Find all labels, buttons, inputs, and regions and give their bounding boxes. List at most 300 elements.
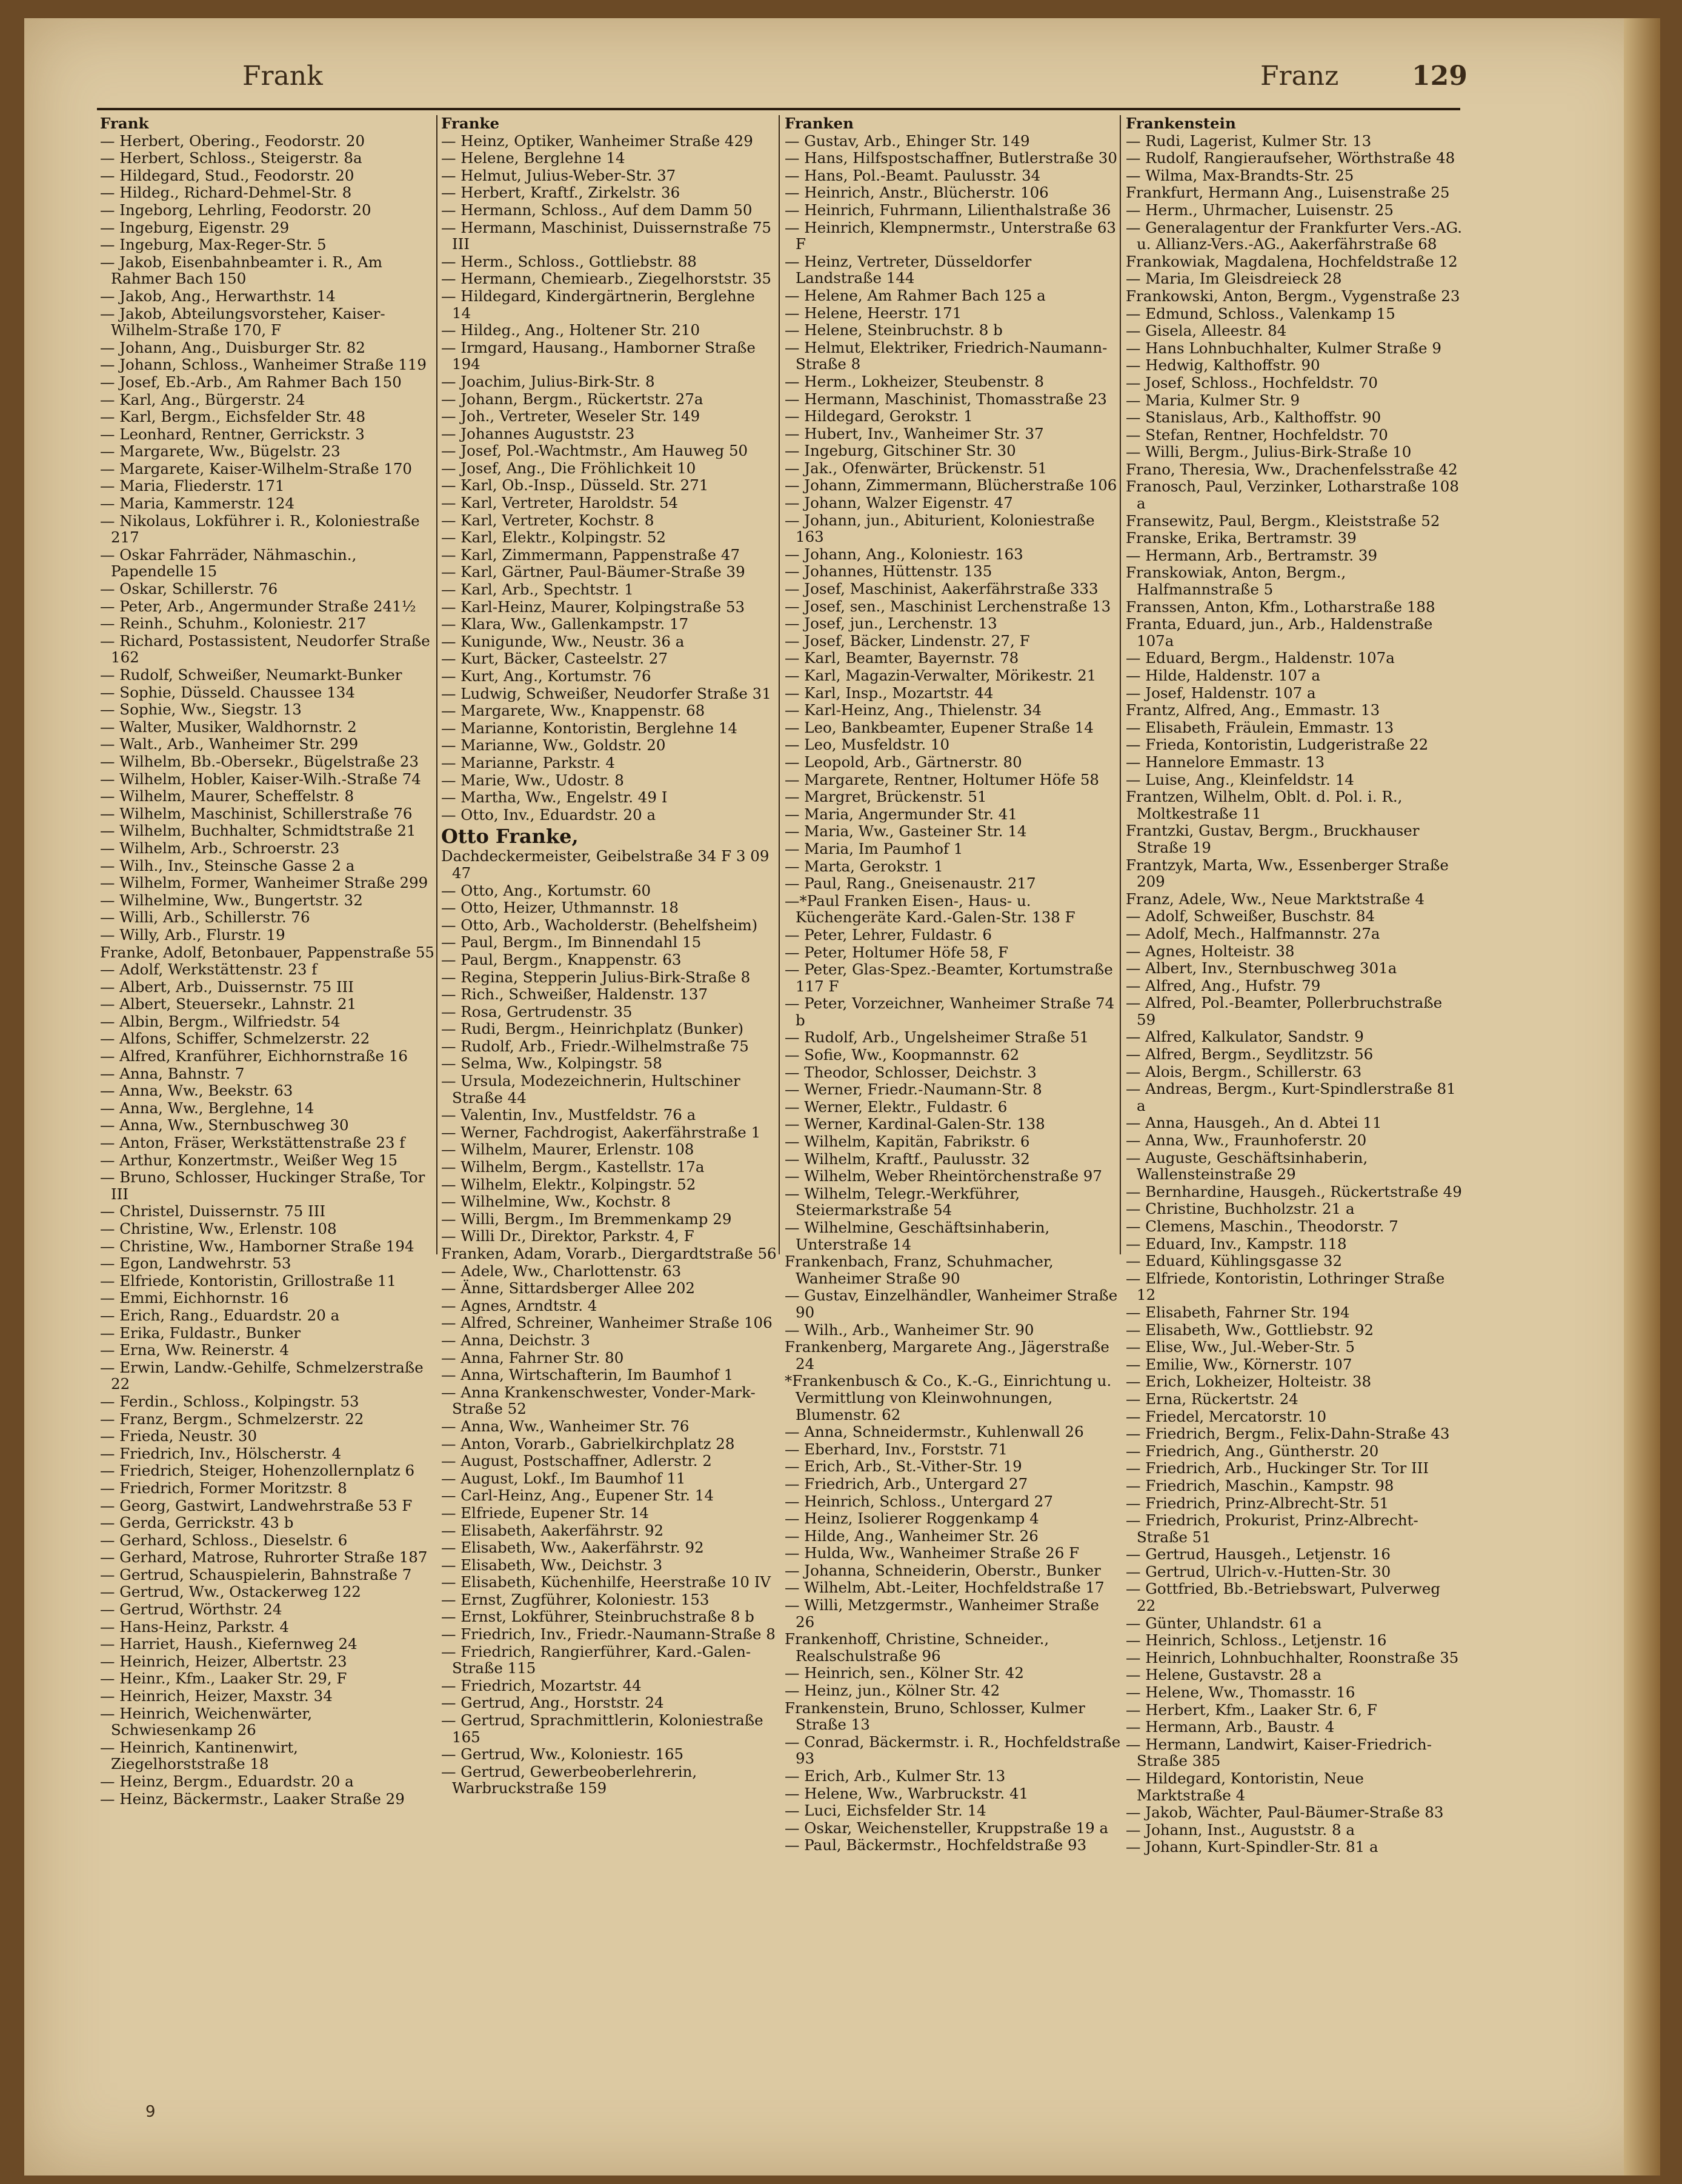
- directory-entry: — Hildeg., Ang., Holtener Str. 210: [441, 321, 700, 339]
- directory-entry: — Wilhelmine, Ww., Bungertstr. 32: [100, 891, 363, 909]
- directory-entry: — Regina, Stepperin Julius-Birk-Straße 8: [441, 968, 751, 986]
- directory-entry: — Sophie, Düsseld. Chaussee 134: [100, 683, 355, 701]
- directory-entry: — Adolf, Werkstättenstr. 23 f: [100, 960, 317, 979]
- directory-entry: — Werner, Friedr.-Naumann-Str. 8: [785, 1080, 1042, 1099]
- directory-entry: — Wilhelm, Telegr.-Werkführer, Steiermarkstraße 54: [785, 1184, 1020, 1219]
- directory-entry: — Heinrich, Heizer, Albertstr. 23: [100, 1652, 347, 1670]
- directory-entry: — Heinrich, Lohnbuchhalter, Roonstraße 35: [1126, 1648, 1459, 1666]
- directory-entry: — Helmut, Elektriker, Friedrich-Naumann-Straße 8: [785, 338, 1108, 373]
- column-separator: [779, 115, 780, 1254]
- directory-entry: — Friedrich, Arb., Untergard 27: [785, 1474, 1028, 1493]
- directory-entry: — Christine, Ww., Hamborner Straße 194: [100, 1237, 414, 1255]
- directory-entry: — Walt., Arb., Wanheimer Str. 299: [100, 735, 359, 753]
- directory-entry: — Paul, Bäckermstr., Hochfeldstraße 93: [785, 1836, 1087, 1854]
- directory-entry: — Marianne, Ww., Goldstr. 20: [441, 736, 666, 754]
- directory-entry: Franz, Adele, Ww., Neue Marktstraße 4: [1126, 890, 1425, 908]
- directory-entry: — Hedwig, Kalthoffstr. 90: [1126, 356, 1320, 375]
- directory-entry: — Adele, Ww., Charlottenstr. 63: [441, 1262, 682, 1280]
- directory-entry: Frankowski, Anton, Bergm., Vygenstraße 23: [1126, 287, 1460, 305]
- directory-entry: — Karl, Gärtner, Paul-Bäumer-Straße 39: [441, 563, 745, 581]
- directory-entry: — Generalagentur der Frankfurter Vers.-AG. u. Allianz-Vers.-AG., Aakerfährstraße 68: [1126, 218, 1462, 253]
- directory-entry: Frantz, Alfred, Ang., Emmastr. 13: [1126, 701, 1380, 719]
- directory-entry: — Johann, Ang., Duisburger Str. 82: [100, 338, 365, 356]
- directory-entry: — Richard, Postassistent, Neudorfer Straße 162: [100, 631, 430, 667]
- directory-entry: — Heinrich, Anstr., Blücherstr. 106: [785, 184, 1049, 202]
- directory-entry: — Willi, Bergm., Julius-Birk-Straße 10: [1126, 443, 1412, 461]
- directory-entry: — Wilma, Max-Brandts-Str. 25: [1126, 166, 1354, 184]
- directory-entry: — Albert, Inv., Sternbuschweg 301a: [1126, 959, 1397, 977]
- directory-entry: — Kurt, Bäcker, Casteelstr. 27: [441, 650, 668, 668]
- directory-entry: — Frieda, Neustr. 30: [100, 1427, 258, 1445]
- directory-entry: — Theodor, Schlosser, Deichstr. 3: [785, 1063, 1037, 1081]
- directory-entry: — Rich., Schweißer, Haldenstr. 137: [441, 985, 708, 1004]
- directory-entry: — Hermann, Landwirt, Kaiser-Friedrich-Straße 385: [1126, 1735, 1432, 1770]
- directory-entry: — Gerda, Gerrickstr. 43 b: [100, 1514, 294, 1532]
- directory-entry: — Johannes Auguststr. 23: [441, 424, 635, 442]
- directory-entry: — Peter, Holtumer Höfe 58, F: [785, 943, 1009, 961]
- directory-entry: — Emmi, Eichhornstr. 16: [100, 1289, 289, 1307]
- directory-entry: — Oskar, Schillerstr. 76: [100, 580, 278, 598]
- directory-entry: — Friedrich, Steiger, Hohenzollernplatz 6: [100, 1462, 415, 1480]
- directory-entry: — Eduard, Inv., Kampstr. 118: [1126, 1234, 1347, 1253]
- directory-entry: — Hermann, Arb., Bertramstr. 39: [1126, 546, 1378, 564]
- directory-entry: — Karl, Vertreter, Haroldstr. 54: [441, 494, 679, 512]
- directory-entry: — Ludwig, Schweißer, Neudorfer Straße 31: [441, 684, 771, 702]
- directory-entry: — Heinz, Vertreter, Düsseldorfer Landstraße 144: [785, 252, 1032, 287]
- directory-entry: — Walter, Musiker, Waldhornstr. 2: [100, 717, 357, 736]
- directory-entry: — Jakob, Abteilungsvorsteher, Kaiser-Wilhelm-Straße 170, F: [100, 304, 385, 339]
- directory-entry: Fransewitz, Paul, Bergm., Kleiststraße 52: [1126, 511, 1440, 530]
- directory-entry: — Paul, Bergm., Im Binnendahl 15: [441, 933, 702, 951]
- directory-entry: — Nikolaus, Lokführer i. R., Koloniestraße 217: [100, 511, 420, 547]
- directory-entry: — Wilhelm, Bb.-Obersekr., Bügelstraße 23: [100, 752, 419, 770]
- directory-entry: — Emilie, Ww., Körnerstr. 107: [1126, 1355, 1352, 1373]
- page-edge: [1624, 18, 1660, 2176]
- directory-entry: Franken: [785, 115, 854, 132]
- directory-entry: — Wilhelm, Arb., Schroerstr. 23: [100, 839, 340, 857]
- directory-entry: — Jakob, Eisenbahnbeamter i. R., Am Rahmer Bach 150: [100, 253, 383, 288]
- directory-entry: — Eberhard, Inv., Forststr. 71: [785, 1440, 1008, 1458]
- directory-entry: — Maria, Im Paumhof 1: [785, 839, 963, 857]
- running-head-right: Franz: [1260, 61, 1339, 92]
- directory-entry: — Elfriede, Eupener Str. 14: [441, 1503, 649, 1522]
- directory-entry: — Maria, Kammerstr. 124: [100, 494, 295, 513]
- directory-entry: — Wilhelm, Kapitän, Fabrikstr. 6: [785, 1133, 1030, 1151]
- directory-entry: Otto Franke,: [441, 825, 579, 848]
- directory-entry: — Margarete, Ww., Bügelstr. 23: [100, 442, 341, 461]
- directory-entry: Frankenhoff, Christine, Schneider., Realschulstraße 96: [785, 1630, 1049, 1665]
- directory-entry: — Johann, Zimmermann, Blücherstraße 106: [785, 476, 1117, 494]
- directory-entry: — Otto, Inv., Eduardstr. 20 a: [441, 805, 656, 824]
- directory-entry: — Joachim, Julius-Birk-Str. 8: [441, 372, 655, 390]
- directory-entry: — Helmut, Julius-Weber-Str. 37: [441, 166, 676, 184]
- directory-entry: — Erich, Arb., St.-Vither-Str. 19: [785, 1457, 1022, 1476]
- directory-entry: — Otto, Heizer, Uthmannstr. 18: [441, 899, 679, 917]
- directory-column-1: [100, 115, 436, 1808]
- directory-entry: — Otto, Arb., Wacholderstr. (Behelfsheim): [441, 916, 758, 934]
- directory-entry: — Selma, Ww., Kolpingstr. 58: [441, 1054, 662, 1073]
- directory-entry: — Heinrich, Schloss., Letjenstr. 16: [1126, 1631, 1387, 1650]
- directory-entry: — Harriet, Haush., Kiefernweg 24: [100, 1635, 357, 1653]
- directory-entry: — Elisabeth, Ww., Aakerfährstr. 92: [441, 1539, 704, 1557]
- directory-entry: — Oskar Fahrräder, Nähmaschin., Papendelle 15: [100, 545, 357, 581]
- directory-entry: Frank: [100, 115, 149, 132]
- directory-entry: — Ingeborg, Lehrling, Feodorstr. 20: [100, 201, 371, 219]
- directory-entry: — Johanna, Schneiderin, Oberstr., Bunker: [785, 1561, 1101, 1579]
- directory-entry: — Alfred, Ang., Hufstr. 79: [1126, 976, 1321, 994]
- directory-entry: — Helene, Steinbruchstr. 8 b: [785, 321, 1003, 339]
- directory-entry: Dachdeckermeister, Geibelstraße 34 F 3 09 47: [441, 847, 770, 882]
- directory-entry: — Eduard, Kühlingsgasse 32: [1126, 1252, 1343, 1270]
- directory-entry: — Herm., Lokheizer, Steubenstr. 8: [785, 372, 1044, 390]
- directory-entry: — Erna, Rückertstr. 24: [1126, 1390, 1298, 1408]
- directory-entry: — Josef, Eb.-Arb., Am Rahmer Bach 150: [100, 373, 402, 391]
- directory-entry: — Johann, Ang., Koloniestr. 163: [785, 545, 1023, 563]
- directory-entry: — Albert, Steuersekr., Lahnstr. 21: [100, 995, 357, 1013]
- directory-entry: — Anna, Schneidermstr., Kuhlenwall 26: [785, 1423, 1084, 1441]
- directory-entry: — Marianne, Kontoristin, Berglehne 14: [441, 719, 737, 737]
- directory-entry: — August, Postschaffner, Adlerstr. 2: [441, 1452, 712, 1470]
- directory-entry: — Alois, Bergm., Schillerstr. 63: [1126, 1062, 1362, 1080]
- directory-entry: — Wilhelmine, Ww., Kochstr. 8: [441, 1193, 671, 1211]
- directory-entry: — Irmgard, Hausang., Hamborner Straße 194: [441, 338, 756, 373]
- directory-entry: — Karl-Heinz, Ang., Thielenstr. 34: [785, 701, 1042, 719]
- directory-entry: — Karl, Beamter, Bayernstr. 78: [785, 649, 1019, 667]
- directory-entry: — Friedrich, Inv., Friedr.-Naumann-Straße 8: [441, 1625, 776, 1643]
- directory-entry: — Gisela, Alleestr. 84: [1126, 322, 1287, 340]
- directory-entry: — Johann, Walzer Eigenstr. 47: [785, 494, 1013, 512]
- directory-entry: — Anna Krankenschwester, Vonder-Mark-Straße 52: [441, 1383, 756, 1418]
- directory-entry: — Egon, Landwehrstr. 53: [100, 1254, 291, 1273]
- directory-column-4: [1126, 115, 1462, 1856]
- directory-entry: — Wilhelm, Kraftf., Paulusstr. 32: [785, 1150, 1030, 1168]
- directory-entry: — Ernst, Lokführer, Steinbruchstraße 8 b: [441, 1608, 754, 1626]
- directory-entry: — Anna, Ww., Beekstr. 63: [100, 1082, 293, 1100]
- directory-entry: — Werner, Kardinal-Galen-Str. 138: [785, 1115, 1045, 1133]
- directory-entry: — Peter, Arb., Angermunder Straße 241½: [100, 597, 416, 615]
- directory-entry: — Karl, Ang., Bürgerstr. 24: [100, 390, 305, 408]
- directory-column-2: [441, 115, 777, 1797]
- directory-entry: — Josef, Haldenstr. 107 a: [1126, 684, 1316, 702]
- directory-entry: — Christine, Ww., Erlenstr. 108: [100, 1220, 337, 1237]
- directory-entry: — Josef, jun., Lerchenstr. 13: [785, 614, 997, 633]
- directory-entry: — Rudolf, Arb., Friedr.-Wilhelmstraße 75: [441, 1037, 749, 1055]
- directory-entry: — Wilh., Inv., Steinsche Gasse 2 a: [100, 856, 355, 874]
- directory-entry: — Helene, Heerstr. 171: [785, 304, 962, 322]
- directory-entry: — Josef, Bäcker, Lindenstr. 27, F: [785, 631, 1030, 650]
- directory-entry: — Alfred, Kranführer, Eichhornstraße 16: [100, 1047, 408, 1065]
- directory-entry: — Gertrud, Schauspielerin, Bahnstraße 7: [100, 1565, 412, 1583]
- directory-entry: — Bruno, Schlosser, Huckinger Straße, Tor III: [100, 1168, 425, 1203]
- directory-entry: — Alfred, Kalkulator, Sandstr. 9: [1126, 1028, 1364, 1046]
- directory-entry: — Sofie, Ww., Koopmannstr. 62: [785, 1046, 1020, 1064]
- directory-entry: — Gertrud, Sprachmittlerin, Koloniestraße 165: [441, 1711, 763, 1746]
- directory-entry: — Elfriede, Kontoristin, Lothringer Straße 12: [1126, 1269, 1445, 1304]
- directory-entry: — Wilhelm, Former, Wanheimer Straße 299: [100, 874, 428, 892]
- directory-entry: — Margarete, Kaiser-Wilhelm-Straße 170: [100, 459, 412, 478]
- directory-entry: — Erwin, Landw.-Gehilfe, Schmelzerstraße 22: [100, 1358, 424, 1393]
- directory-entry: — Friedrich, Prinz-Albrecht-Str. 51: [1126, 1494, 1389, 1512]
- directory-entry: — Elisabeth, Aakerfährstr. 92: [441, 1521, 664, 1539]
- directory-entry: Frantzen, Wilhelm, Oblt. d. Pol. i. R., Moltkestraße 11: [1126, 788, 1403, 822]
- directory-entry: — Stefan, Rentner, Hochfeldstr. 70: [1126, 425, 1388, 444]
- directory-entry: — Luci, Eichsfelder Str. 14: [785, 1802, 986, 1820]
- directory-entry: — Helene, Am Rahmer Bach 125 a: [785, 286, 1046, 304]
- directory-entry: — Ferdin., Schloss., Kolpingstr. 53: [100, 1392, 359, 1410]
- directory-entry: — Herbert, Kfm., Laaker Str. 6, F: [1126, 1700, 1377, 1719]
- directory-entry: — Anna, Ww., Sternbuschweg 30: [100, 1116, 349, 1134]
- directory-entry: — Hannelore Emmastr. 13: [1126, 753, 1325, 771]
- directory-entry: — Helene, Ww., Warbruckstr. 41: [785, 1784, 1029, 1802]
- directory-entry: — Alfred, Schreiner, Wanheimer Straße 106: [441, 1314, 773, 1332]
- directory-entry: — Karl, Bergm., Eichsfelder Str. 48: [100, 408, 366, 426]
- directory-entry: — Margret, Brückenstr. 51: [785, 788, 987, 806]
- directory-entry: — Eduard, Bergm., Haldenstr. 107a: [1126, 649, 1395, 667]
- directory-entry: — Gertrud, Hausgeh., Letjenstr. 16: [1126, 1545, 1391, 1563]
- directory-entry: — Johann, jun., Abiturient, Koloniestraße 163: [785, 511, 1095, 546]
- directory-entry: Frankenstein, Bruno, Schlosser, Kulmer Straße 13: [785, 1699, 1085, 1734]
- directory-entry: — Alfred, Pol.-Beamter, Pollerbruchstraße 59: [1126, 994, 1443, 1028]
- directory-entry: — Ernst, Zugführer, Koloniestr. 153: [441, 1590, 710, 1608]
- directory-entry: — Leo, Bankbeamter, Eupener Straße 14: [785, 718, 1094, 736]
- directory-entry: — Maria, Ww., Gasteiner Str. 14: [785, 822, 1027, 841]
- directory-entry: — Agnes, Arndtstr. 4: [441, 1296, 597, 1314]
- directory-entry: — Marta, Gerokstr. 1: [785, 857, 943, 875]
- directory-entry: — Rudi, Bergm., Heinrichplatz (Bunker): [441, 1020, 744, 1038]
- directory-entry: — Hildegard, Kindergärtnerin, Berglehne 14: [441, 287, 755, 322]
- directory-entry: — Anna, Bahnstr. 7: [100, 1064, 245, 1082]
- directory-entry: — Paul, Rang., Gneisenaustr. 217: [785, 874, 1036, 893]
- directory-entry: — Gertrud, Wörthstr. 24: [100, 1600, 282, 1619]
- directory-entry: — Christine, Buchholzstr. 21 a: [1126, 1200, 1355, 1218]
- directory-entry: — Frieda, Kontoristin, Ludgeristraße 22: [1126, 736, 1429, 754]
- directory-entry: — Hildeg., Richard-Dehmel-Str. 8: [100, 184, 352, 202]
- directory-entry: — Josef, sen., Maschinist Lerchenstraße 13: [785, 597, 1111, 615]
- directory-entry: — Herbert, Kraftf., Zirkelstr. 36: [441, 184, 680, 202]
- directory-entry: Frano, Theresia, Ww., Drachenfelsstraße 42: [1126, 460, 1458, 478]
- directory-entry: — Rudolf, Rangieraufseher, Wörthstraße 48: [1126, 149, 1455, 167]
- directory-entry: — Peter, Glas-Spez.-Beamter, Kortumstraße 117 F: [785, 960, 1113, 995]
- directory-entry: — Heinrich, Weichenwärter, Schwiesenkamp 26: [100, 1704, 313, 1739]
- directory-column-3: [785, 115, 1121, 1854]
- directory-entry: — Hermann, Chemiearb., Ziegelhorststr. 35: [441, 270, 772, 288]
- directory-entry: — Johann, Inst., Auguststr. 8 a: [1126, 1820, 1355, 1839]
- directory-entry: — Wilhelm, Maschinist, Schillerstraße 76: [100, 804, 413, 822]
- directory-entry: — Albin, Bergm., Wilfriedstr. 54: [100, 1012, 341, 1030]
- directory-entry: Franssen, Anton, Kfm., Lotharstraße 188: [1126, 598, 1435, 616]
- directory-entry: — Helene, Berglehne 14: [441, 149, 625, 167]
- directory-entry: — Johann, Schloss., Wanheimer Straße 119: [100, 356, 427, 374]
- directory-entry: — Adolf, Mech., Halfmannstr. 27a: [1126, 924, 1380, 942]
- directory-entry: — Oskar, Weichensteller, Kruppstraße 19 a: [785, 1819, 1109, 1837]
- directory-entry: — Stanislaus, Arb., Kalthoffstr. 90: [1126, 408, 1381, 427]
- directory-entry: — Wilhelm, Elektr., Kolpingstr. 52: [441, 1175, 696, 1193]
- directory-entry: — Adolf, Schweißer, Buschstr. 84: [1126, 907, 1375, 925]
- directory-entry: — Maria, Kulmer Str. 9: [1126, 391, 1300, 409]
- directory-entry: — Albert, Arb., Duissernstr. 75 III: [100, 977, 354, 996]
- directory-entry: — Marie, Ww., Udostr. 8: [441, 771, 624, 789]
- directory-entry: — Gertrud, Ang., Horststr. 24: [441, 1694, 664, 1712]
- directory-entry: — Karl, Arb., Spechtstr. 1: [441, 581, 634, 599]
- directory-entry: — Alfred, Bergm., Seydlitzstr. 56: [1126, 1045, 1374, 1064]
- directory-entry: — Hermann, Maschinist, Thomasstraße 23: [785, 390, 1107, 408]
- directory-entry: Frankowiak, Magdalena, Hochfeldstraße 12: [1126, 252, 1458, 270]
- directory-entry: — Rosa, Gertrudenstr. 35: [441, 1002, 633, 1020]
- directory-entry: — Anna, Deichstr. 3: [441, 1331, 590, 1349]
- directory-entry: — Wilhelm, Maurer, Erlenstr. 108: [441, 1140, 694, 1159]
- directory-entry: — Heinz, Bäckermstr., Laaker Straße 29: [100, 1789, 405, 1808]
- directory-entry: — Heinrich, Heizer, Maxstr. 34: [100, 1687, 333, 1705]
- directory-entry: — Franz, Bergm., Schmelzerstr. 22: [100, 1410, 364, 1428]
- directory-entry: — Jak., Ofenwärter, Brückenstr. 51: [785, 459, 1048, 477]
- directory-entry: — Helene, Ww., Thomasstr. 16: [1126, 1683, 1355, 1702]
- directory-entry: Franke: [441, 115, 500, 132]
- directory-entry: — Hans-Heinz, Parkstr. 4: [100, 1617, 290, 1636]
- directory-entry: — Friedrich, Bergm., Felix-Dahn-Straße 43: [1126, 1425, 1450, 1443]
- directory-entry: — Erich, Rang., Eduardstr. 20 a: [100, 1306, 340, 1324]
- directory-entry: — Margarete, Rentner, Holtumer Höfe 58: [785, 770, 1100, 788]
- directory-entry: — Heinrich, Klempnermstr., Unterstraße 63 F: [785, 218, 1117, 253]
- directory-entry: — Anna, Fahrner Str. 80: [441, 1348, 624, 1367]
- directory-entry: — Elisabeth, Fräulein, Emmastr. 13: [1126, 718, 1394, 736]
- directory-entry: — Erich, Lokheizer, Holteistr. 38: [1126, 1373, 1372, 1391]
- directory-entry: — Wilhelm, Weber Rheintörchenstraße 97: [785, 1167, 1102, 1185]
- directory-entry: — Ursula, Modezeichnerin, Hultschiner Straße 44: [441, 1072, 740, 1107]
- directory-entry: — Josef, Ang., Die Fröhlichkeit 10: [441, 459, 696, 477]
- directory-entry: — Wilhelmine, Geschäftsinhaberin, Unterstraße 14: [785, 1219, 1050, 1253]
- directory-entry: — Willi, Bergm., Im Bremmenkamp 29: [441, 1210, 732, 1228]
- directory-entry: — Heinz, Isolierer Roggenkamp 4: [785, 1510, 1039, 1528]
- directory-entry: *Frankenbusch & Co., K.-G., Einrichtung u. Vermittlung von Kleinwohnungen, Blumenstr. 62: [785, 1372, 1112, 1423]
- directory-entry: — Gertrud, Ww., Ostackerweg 122: [100, 1583, 361, 1601]
- directory-entry: — Karl, Magazin-Verwalter, Mörikestr. 21: [785, 667, 1097, 684]
- directory-entry: — Christel, Duissernstr. 75 III: [100, 1202, 326, 1220]
- directory-entry: — Willi, Arb., Schillerstr. 76: [100, 908, 310, 927]
- directory-entry: — Maria, Im Gleisdreieck 28: [1126, 270, 1342, 288]
- directory-entry: — Gertrud, Ww., Koloniestr. 165: [441, 1745, 684, 1763]
- directory-entry: — Margarete, Ww., Knappenstr. 68: [441, 702, 705, 720]
- directory-entry: — Leopold, Arb., Gärtnerstr. 80: [785, 753, 1022, 771]
- directory-entry: Franta, Eduard, jun., Arb., Haldenstraße 107a: [1126, 615, 1433, 650]
- directory-entry: — Elise, Ww., Jul.-Weber-Str. 5: [1126, 1338, 1355, 1356]
- directory-entry: — Hubert, Inv., Wanheimer Str. 37: [785, 424, 1044, 442]
- directory-entry: — Hans, Pol.-Beamt. Paulusstr. 34: [785, 166, 1041, 184]
- directory-entry: — August, Lokf., Im Baumhof 11: [441, 1469, 686, 1487]
- directory-entry: Frantzki, Gustav, Bergm., Bruckhauser Straße 19: [1126, 822, 1420, 856]
- page-number: 129: [1412, 61, 1468, 92]
- directory-entry: — Reinh., Schuhm., Koloniestr. 217: [100, 614, 367, 633]
- directory-entry: — Karl, Elektr., Kolpingstr. 52: [441, 528, 666, 547]
- directory-entry: — Erna, Ww. Reinerstr. 4: [100, 1341, 290, 1359]
- directory-entry: — Elisabeth, Fahrner Str. 194: [1126, 1303, 1350, 1321]
- directory-entry: — Anna, Ww., Fraunhoferstr. 20: [1126, 1131, 1367, 1150]
- directory-entry: — Heinz, Optiker, Wanheimer Straße 429: [441, 132, 753, 150]
- directory-entry: — Erika, Fuldastr., Bunker: [100, 1323, 301, 1342]
- directory-entry: Franken, Adam, Vorarb., Diergardtstraße 56: [441, 1245, 777, 1262]
- directory-entry: — Friedrich, Maschin., Kampstr. 98: [1126, 1476, 1394, 1494]
- directory-entry: — Andreas, Bergm., Kurt-Spindlerstraße 81 a: [1126, 1080, 1456, 1114]
- directory-entry: — Anna, Hausgeh., An d. Abtei 11: [1126, 1114, 1382, 1132]
- directory-entry: — Peter, Vorzeichner, Wanheimer Straße 74 b: [785, 994, 1115, 1029]
- directory-entry: — Johann, Kurt-Spindler-Str. 81 a: [1126, 1838, 1378, 1856]
- directory-entry: — Herm., Schloss., Gottliebstr. 88: [441, 252, 697, 270]
- directory-entry: Franosch, Paul, Verzinker, Lotharstraße 108 a: [1126, 478, 1459, 513]
- directory-entry: — Änne, Sittardsberger Allee 202: [441, 1279, 695, 1297]
- directory-entry: — Gottfried, Bb.-Betriebswart, Pulverweg 22: [1126, 1580, 1441, 1615]
- directory-entry: — Hilde, Haldenstr. 107 a: [1126, 667, 1321, 684]
- directory-entry: — Wilh., Arb., Wanheimer Str. 90: [785, 1320, 1034, 1339]
- directory-entry: — Hans, Hilfspostschaffner, Butlerstraße 30: [785, 149, 1117, 167]
- directory-entry: — Wilhelm, Abt.-Leiter, Hochfeldstraße 17: [785, 1579, 1105, 1597]
- directory-entry: — Friedrich, Former Moritzstr. 8: [100, 1479, 347, 1497]
- directory-entry: — Friedrich, Mozartstr. 44: [441, 1676, 642, 1694]
- directory-entry: — Elisabeth, Küchenhilfe, Heerstraße 10 IV: [441, 1573, 771, 1591]
- directory-entry: — Gerhard, Schloss., Dieselstr. 6: [100, 1531, 348, 1549]
- directory-entry: Franskowiak, Anton, Bergm., Halfmannstraße 5: [1126, 564, 1346, 599]
- directory-page: [24, 18, 1660, 2176]
- header-rule: [97, 108, 1460, 110]
- directory-entry: — Georg, Gastwirt, Landwehrstraße 53 F: [100, 1496, 413, 1514]
- directory-entry: — Willi, Metzgermstr., Wanheimer Straße 26: [785, 1596, 1099, 1631]
- directory-entry: — Hildegard, Kontoristin, Neue Marktstraße 4: [1126, 1770, 1364, 1804]
- directory-entry: — Hermann, Maschinist, Duissernstraße 75 III: [441, 218, 772, 253]
- directory-entry: — Friedrich, Inv., Hölscherstr. 4: [100, 1444, 342, 1462]
- directory-entry: — Maria, Fliederstr. 171: [100, 477, 285, 495]
- directory-entry: — Heinr., Kfm., Laaker Str. 29, F: [100, 1670, 347, 1688]
- directory-entry: — Hermann, Arb., Baustr. 4: [1126, 1718, 1335, 1736]
- directory-entry: — Kunigunde, Ww., Neustr. 36 a: [441, 632, 685, 650]
- column-separator: [436, 115, 437, 1254]
- directory-entry: — Martha, Ww., Engelstr. 49 I: [441, 788, 668, 807]
- directory-entry: Frankenberg, Margarete Ang., Jägerstraße 24: [785, 1338, 1109, 1373]
- directory-entry: — Elfriede, Kontoristin, Grillostraße 11: [100, 1271, 396, 1290]
- directory-entry: — Wilhelm, Maurer, Scheffelstr. 8: [100, 787, 354, 805]
- directory-entry: — Heinrich, Kantinenwirt, Ziegelhorststraße 18: [100, 1738, 298, 1773]
- directory-entry: — Joh., Vertreter, Weseler Str. 149: [441, 407, 700, 425]
- directory-entry: — Anton, Vorarb., Gabrielkirchplatz 28: [441, 1434, 735, 1453]
- directory-entry: — Werner, Fachdrogist, Aakerfährstraße 1: [441, 1123, 761, 1141]
- directory-entry: — Karl, Insp., Mozartstr. 44: [785, 684, 994, 702]
- directory-entry: — Herm., Uhrmacher, Luisenstr. 25: [1126, 201, 1394, 219]
- directory-entry: — Leonhard, Rentner, Gerrickstr. 3: [100, 425, 365, 443]
- printer-signature: 9: [145, 2103, 156, 2121]
- directory-entry: — Willy, Arb., Flurstr. 19: [100, 925, 285, 944]
- directory-entry: — Marianne, Parkstr. 4: [441, 753, 615, 771]
- directory-entry: — Karl, Zimmermann, Pappenstraße 47: [441, 545, 740, 564]
- directory-entry: — Kurt, Ang., Kortumstr. 76: [441, 667, 651, 685]
- directory-entry: — Ingeburg, Max-Reger-Str. 5: [100, 236, 327, 254]
- directory-entry: — Friedrich, Prokurist, Prinz-Albrecht-Straße 51: [1126, 1511, 1418, 1546]
- directory-entry: — Friedrich, Arb., Huckinger Str. Tor III: [1126, 1459, 1429, 1477]
- directory-entry: — Anna, Ww., Berglehne, 14: [100, 1099, 314, 1117]
- directory-entry: — Gustav, Arb., Ehinger Str. 149: [785, 132, 1030, 150]
- directory-entry: — Friedel, Mercatorstr. 10: [1126, 1407, 1327, 1425]
- directory-entry: — Jakob, Wächter, Paul-Bäumer-Straße 83: [1126, 1803, 1444, 1822]
- directory-entry: Frankfurt, Hermann Ang., Luisenstraße 25: [1126, 184, 1450, 202]
- directory-entry: — Gertrud, Gewerbeoberlehrerin, Warbruckstraße 159: [441, 1762, 697, 1797]
- directory-entry: Franke, Adolf, Betonbauer, Pappenstraße 55: [100, 943, 434, 961]
- directory-entry: — Carl-Heinz, Ang., Eupener Str. 14: [441, 1487, 714, 1505]
- directory-entry: — Josef, Schloss., Hochfeldstr. 70: [1126, 373, 1378, 391]
- directory-entry: — Helene, Gustavstr. 28 a: [1126, 1666, 1322, 1684]
- directory-entry: — Hans Lohnbuchhalter, Kulmer Straße 9: [1126, 339, 1441, 357]
- directory-entry: — Conrad, Bäckermstr. i. R., Hochfeldstraße 93: [785, 1733, 1121, 1768]
- directory-entry: — Ingeburg, Gitschiner Str. 30: [785, 442, 1016, 460]
- directory-entry: — Willi Dr., Direktor, Parkstr. 4, F: [441, 1227, 694, 1245]
- directory-entry: — Gerhard, Matrose, Ruhrorter Straße 187: [100, 1548, 428, 1566]
- directory-entry: — Karl-Heinz, Maurer, Kolpingstraße 53: [441, 598, 745, 616]
- directory-entry: — Heinrich, sen., Kölner Str. 42: [785, 1664, 1025, 1682]
